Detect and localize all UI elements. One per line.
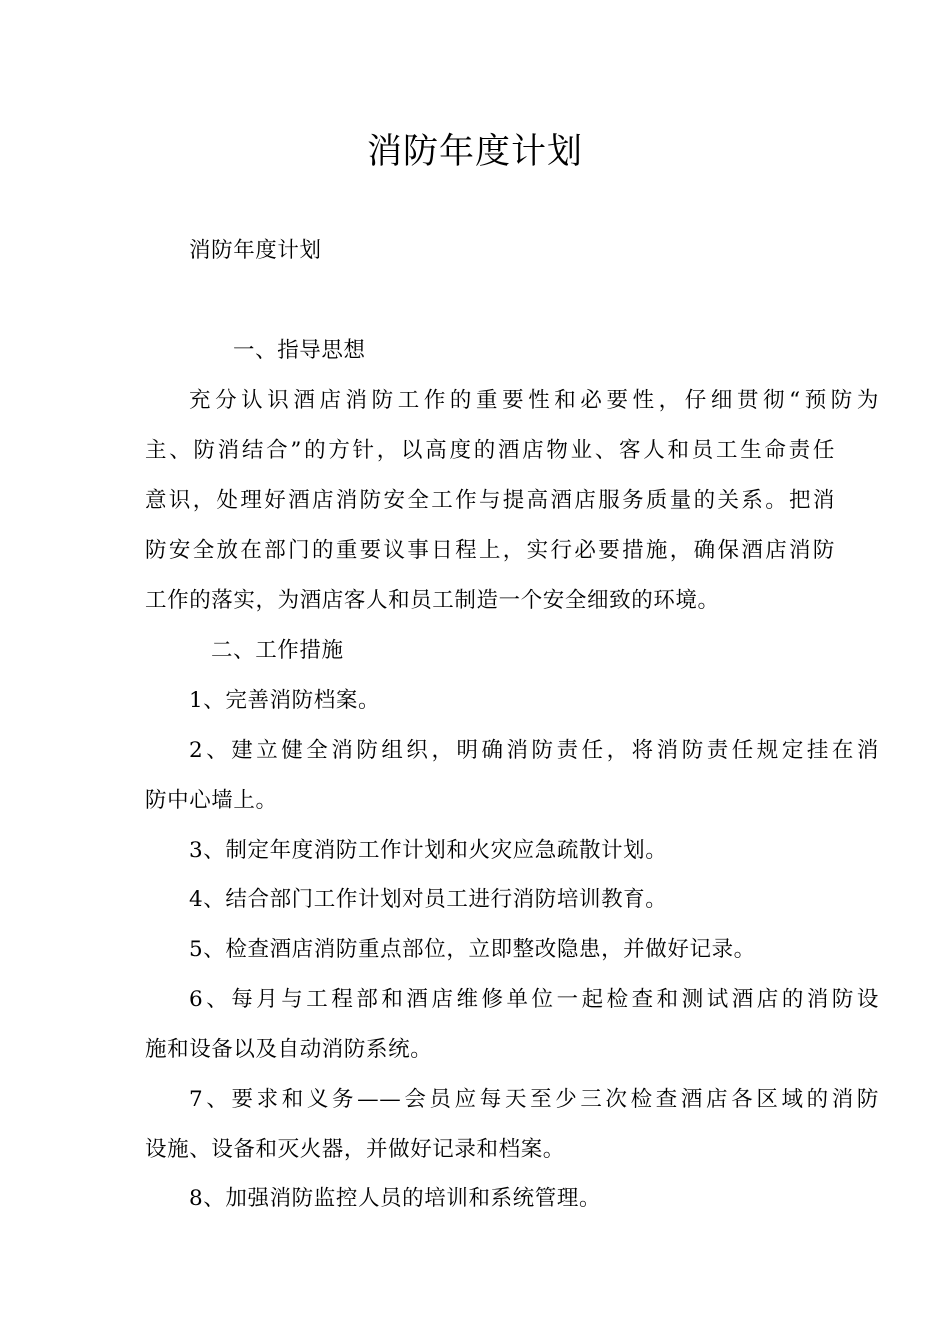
document-subtitle: 消防年度计划 — [189, 238, 322, 263]
list-item: 6、每月与工程部和酒店维修单位一起检查和测试酒店的消防设 — [189, 987, 879, 1012]
section-heading-work-measures: 二、工作措施 — [211, 638, 344, 663]
list-item: 2、建立健全消防组织，明确消防责任，将消防责任规定挂在消 — [189, 738, 879, 763]
paragraph-line: 充分认识酒店消防工作的重要性和必要性，仔细贯彻“预防为 — [189, 388, 879, 413]
list-item-continuation: 施和设备以及自动消防系统。 — [145, 1037, 433, 1062]
list-item: 7、要求和义务——会员应每天至少三次检查酒店各区域的消防 — [189, 1087, 879, 1112]
list-item-continuation: 防中心墙上。 — [145, 788, 278, 813]
list-item-continuation: 设施、设备和灭火器，并做好记录和档案。 — [145, 1137, 565, 1162]
document-title: 消防年度计划 — [366, 132, 583, 172]
paragraph-line: 意识，处理好酒店消防安全工作与提高酒店服务质量的关系。把消 — [145, 488, 835, 513]
list-item: 5、检查酒店消防重点部位，立即整改隐患，并做好记录。 — [189, 937, 756, 962]
paragraph-line: 防安全放在部门的重要议事日程上，实行必要措施，确保酒店消防 — [145, 538, 835, 563]
list-item: 1、完善消防档案。 — [189, 688, 381, 713]
list-item: 3、制定年度消防工作计划和火灾应急疏散计划。 — [189, 838, 668, 863]
paragraph-line: 主、防消结合”的方针，以高度的酒店物业、客人和员工生命责任 — [145, 438, 835, 463]
list-item: 8、加强消防监控人员的培训和系统管理。 — [189, 1186, 602, 1211]
paragraph-line: 工作的落实，为酒店客人和员工制造一个安全细致的环境。 — [145, 588, 720, 613]
section-heading-guiding-ideology: 一、指导思想 — [233, 338, 366, 363]
list-item: 4、结合部门工作计划对员工进行消防培训教育。 — [189, 887, 668, 912]
